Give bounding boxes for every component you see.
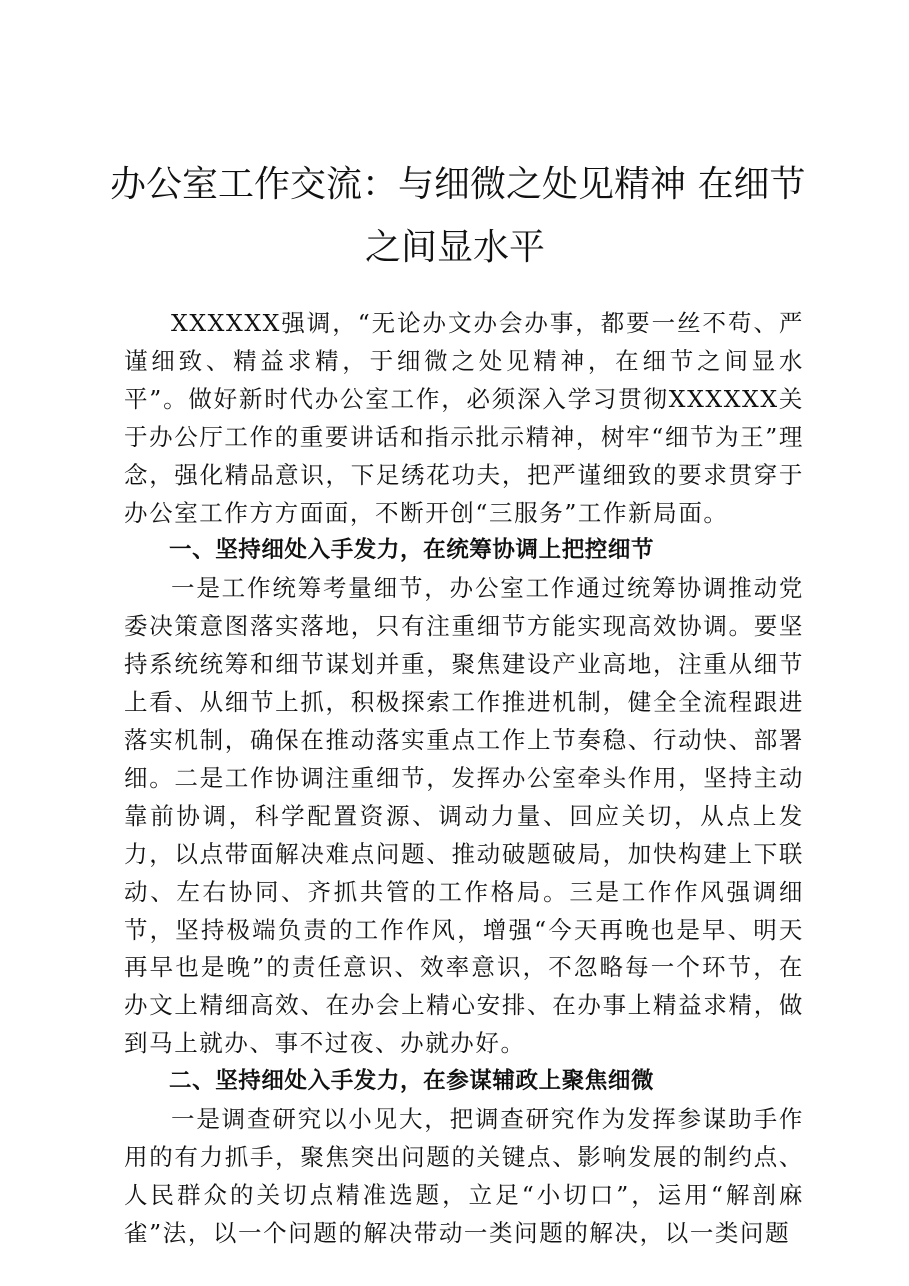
intro-paragraph: XXXXXX强调，“无论办文办会办事，都要一丝不苟、严谨细致、精益求精，于细微之处见精神，在细节之间显水平”。做好新时代办公室工作，必须深入学习贯彻XXXXXX关于办公厅工作的重要讲话和指示批示精神，树牢“细节为王”理念，强化精品意识，下足绣花功夫，把严谨细致的要求贯穿于办公室工作方方面面，不断开创“三服务”工作新局面。	[124, 309, 804, 527]
section-2-heading: 二、坚持细处入手发力，在参谋辅政上聚焦细微	[169, 1068, 655, 1095]
section-2-paragraph: 一是调查研究以小见大，把调查研究作为发挥参谋助手作用的有力抓手，聚焦突出问题的关键点、影响发展的制约点、人民群众的关切点精准选题，立足“小切口”，运用“解剖麻雀”法，以一个问题的解决带动一类问题的解决，以一类问题	[124, 1105, 804, 1247]
document-title-line-1: 办公室工作交流：与细微之处见精神 在细节	[110, 164, 806, 205]
document-title-line-2: 之间显水平	[364, 227, 545, 268]
section-1-heading: 一、坚持细处入手发力，在统筹协调上把控细节	[169, 537, 655, 564]
document-body	[124, 305, 804, 1253]
section-1-paragraph: 一是工作统筹考量细节，办公室工作通过统筹协调推动党委决策意图落实落地，只有注重细节方能实现高效协调。要坚持系统统筹和细节谋划并重，聚焦建设产业高地，注重从细节上看、从细节上抓，积极探索工作推进机制，健全全流程跟进落实机制，确保在推动落实重点工作上节奏稳、行动快、部署细。二是工作协调注重细节，发挥办公室牵头作用，坚持主动靠前协调，科学配置资源、调动力量、回应关切，从点上发力，以点带面解决难点问题、推动破题破局，加快构建上下联动、左右协同、齐抓共管的工作格局。三是工作作风强调细节，坚持极端负责的工作作风，增强“今天再晚也是早、明天再早也是晚”的责任意识、效率意识，不忽略每一个环节，在办文上精细高效、在办会上精心安排、在办事上精益求精，做到马上就办、事不过夜、办就办好。	[124, 574, 804, 1058]
